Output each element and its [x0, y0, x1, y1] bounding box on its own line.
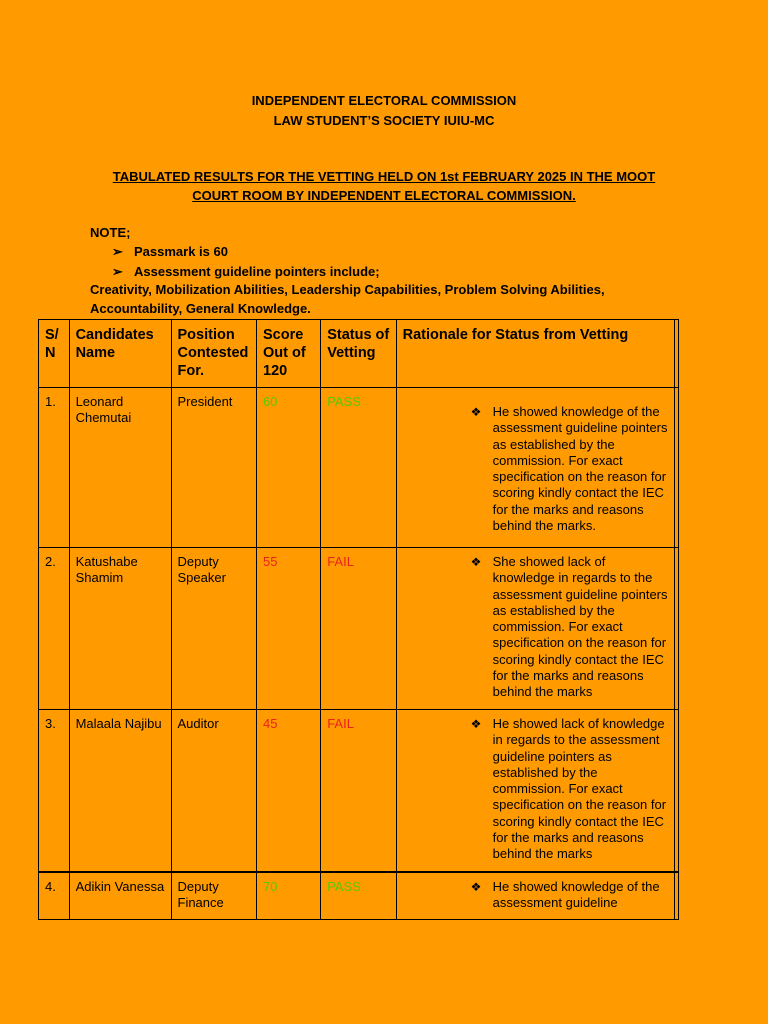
table-row	[39, 548, 679, 710]
cell-status: FAIL	[321, 548, 396, 710]
guidelines-text: Assessment guideline pointers include;	[134, 264, 380, 279]
cell-score: 45	[257, 710, 321, 873]
cell-sn: 1.	[39, 388, 70, 548]
criteria-line1: Creativity, Mobilization Abilities, Leadership Capabilities, Problem Solving Abilities,	[90, 282, 605, 297]
cell-empty	[674, 710, 678, 873]
cell-empty	[674, 548, 678, 710]
cell-rationale	[396, 710, 674, 873]
header-sn: S/ N	[39, 320, 70, 388]
diamond-bullet-icon: ❖	[470, 880, 482, 894]
cell-position: President	[171, 388, 257, 548]
header-name: Candidates Name	[69, 320, 171, 388]
arrow-bullet-icon: ➢	[112, 244, 123, 259]
arrow-bullet-icon: ➢	[112, 264, 123, 279]
cell-rationale	[396, 548, 674, 710]
document-title-line1: TABULATED RESULTS FOR THE VETTING HELD ON 1st FEBRUARY 2025 IN THE MOOT	[112, 169, 656, 184]
cell-rationale	[396, 872, 674, 920]
diamond-bullet-icon: ❖	[470, 405, 482, 419]
header-rationale: Rationale for Status from Vetting	[396, 320, 674, 388]
rationale-text: She showed lack of knowledge in regards to the assessment guideline pointers as established by the commission. For exact specification on the reason for scoring kindly contact the IEC for the marks and reasons behind the marks	[492, 554, 668, 700]
cell-rationale	[396, 388, 674, 548]
cell-score: 60	[257, 388, 321, 548]
cell-empty	[674, 872, 678, 920]
header-score: Score Out of 120	[257, 320, 321, 388]
note-bullet-guidelines	[112, 262, 380, 281]
cell-sn: 3.	[39, 710, 70, 873]
diamond-bullet-icon: ❖	[470, 555, 482, 569]
cell-name: Leonard Chemutai	[69, 388, 171, 548]
cell-name: Adikin Vanessa	[69, 872, 171, 920]
cell-sn: 4.	[39, 872, 70, 920]
cell-position: Deputy Speaker	[171, 548, 257, 710]
header-empty	[674, 320, 678, 388]
document-title-line2: COURT ROOM BY INDEPENDENT ELECTORAL COMMISSION.	[192, 188, 576, 203]
rationale-text: He showed knowledge of the assessment guideline pointers as established by the commission. For exact specification on the reason for scoring kindly contact the IEC for the marks and reasons behind the marks.	[492, 404, 668, 534]
cell-score: 55	[257, 548, 321, 710]
note-label: NOTE;	[90, 225, 131, 240]
cell-status: PASS	[321, 388, 396, 548]
cell-status: PASS	[321, 872, 396, 920]
note-bullet-passmark	[112, 242, 228, 261]
cell-empty	[674, 388, 678, 548]
header-status: Status of Vetting	[321, 320, 396, 388]
passmark-text: Passmark is 60	[134, 244, 228, 259]
table-row	[39, 388, 679, 548]
diamond-bullet-icon: ❖	[470, 717, 482, 731]
cell-position: Auditor	[171, 710, 257, 873]
cell-score: 70	[257, 872, 321, 920]
society-title: LAW STUDENT’S SOCIETY IUIU-MC	[273, 113, 495, 128]
rationale-text: He showed knowledge of the assessment guideline	[492, 879, 660, 911]
header-position: Position Contested For.	[171, 320, 257, 388]
table-header-row	[39, 320, 679, 388]
table-row	[39, 872, 679, 920]
rationale-text: He showed lack of knowledge in regards to the assessment guideline pointers as established by the commission. For exact specification on the reason for scoring kindly contact the IEC for the marks and reasons behind the marks	[492, 716, 667, 862]
cell-name: Katushabe Shamim	[69, 548, 171, 710]
results-table	[38, 319, 679, 920]
cell-status: FAIL	[321, 710, 396, 873]
criteria-line2: Accountability, General Knowledge.	[90, 301, 311, 316]
cell-sn: 2.	[39, 548, 70, 710]
cell-position: Deputy Finance	[171, 872, 257, 920]
table-row	[39, 710, 679, 873]
commission-title: INDEPENDENT ELECTORAL COMMISSION	[251, 93, 517, 108]
cell-name: Malaala Najibu	[69, 710, 171, 873]
